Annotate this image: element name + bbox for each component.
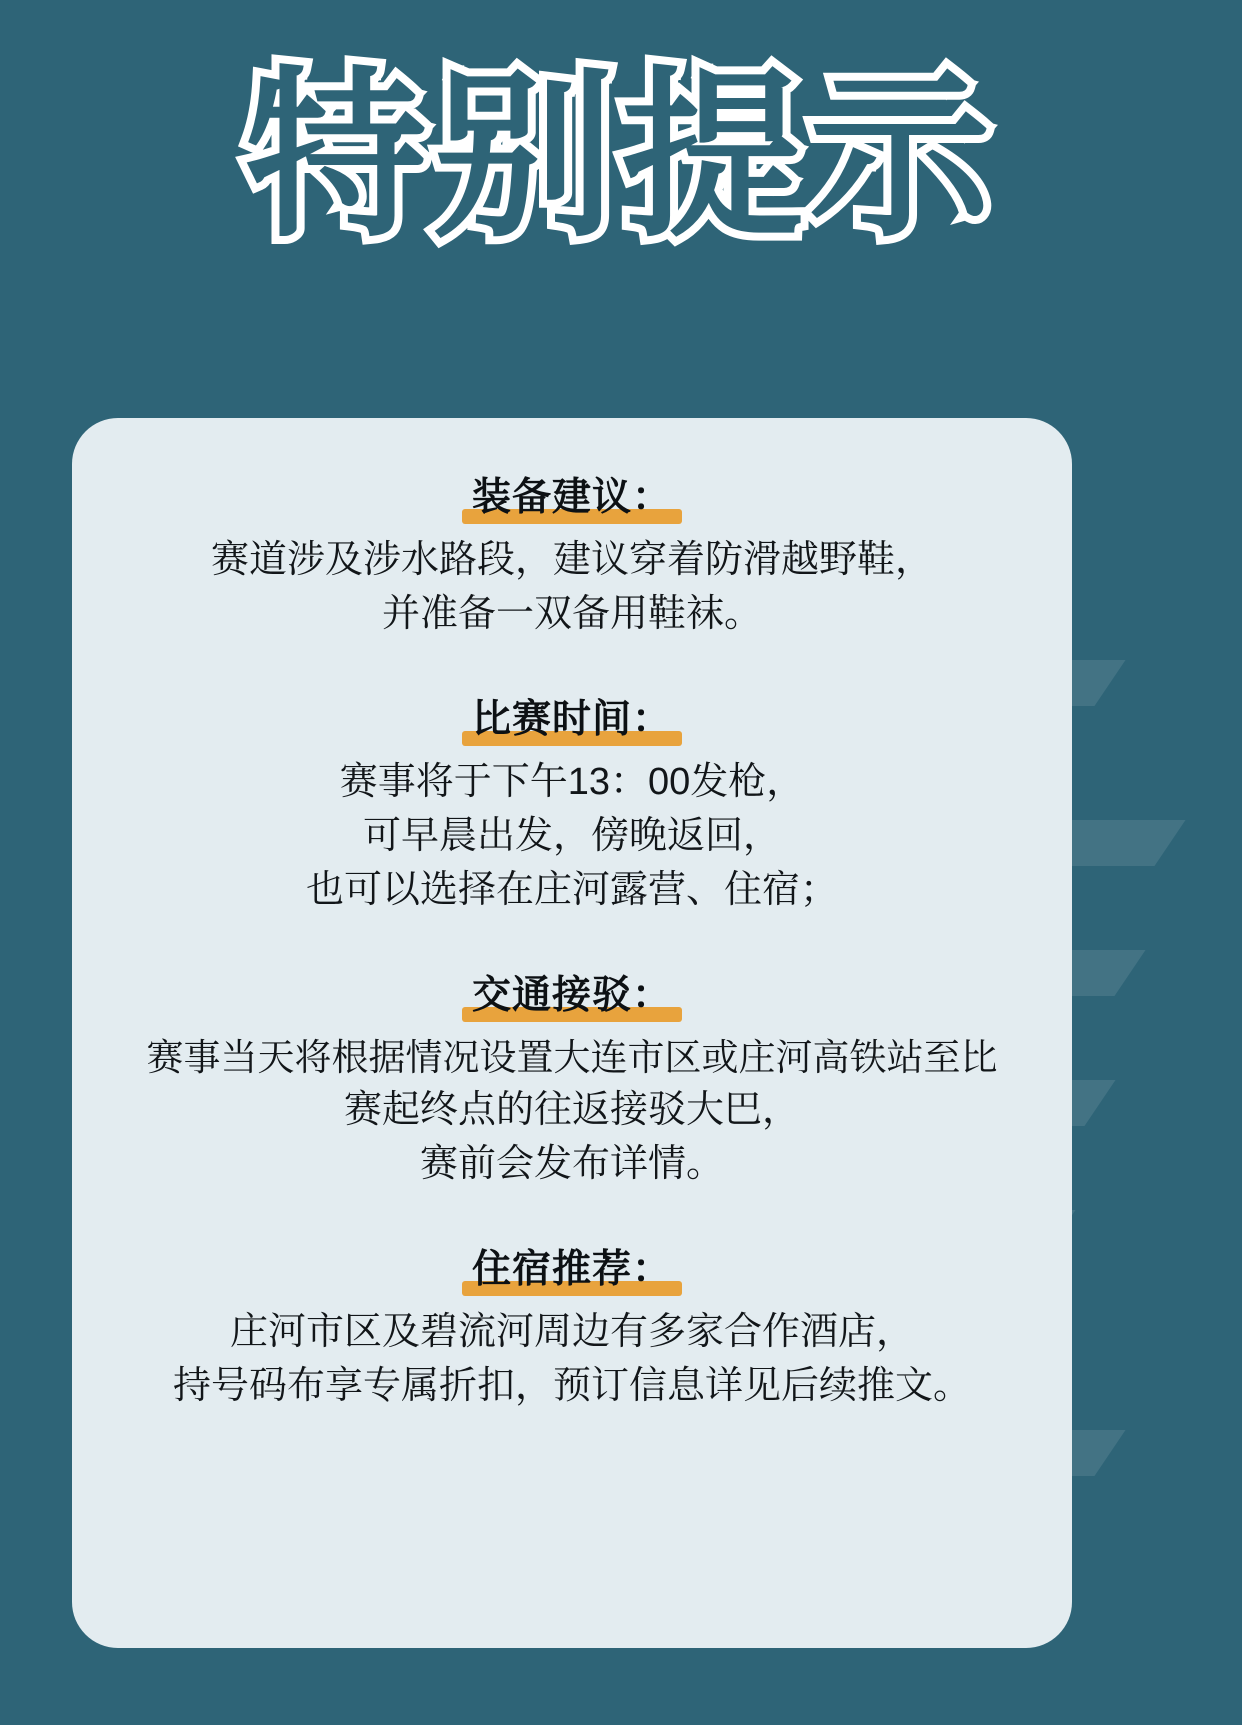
notice-card [72,418,1072,1648]
section-heading: 住宿推荐： [468,1238,676,1296]
section-heading: 比赛时间： [468,688,676,746]
section-body-line: 赛道涉及涉水路段，建议穿着防滑越野鞋， [210,539,933,581]
section-body-line: 赛前会发布详情。 [419,1143,724,1186]
section-body [106,756,1038,918]
section-body-line: 持号码布享专属折扣，预订信息详见后续推文。 [172,1365,971,1408]
section-heading-row [106,466,1038,524]
section-body-line: 庄河市区及碧流河周边有多家合作酒店， [229,1311,914,1354]
notice-section-race-time [106,688,1038,918]
section-body [106,534,1038,642]
page-title [0,50,1242,262]
section-heading-row [106,964,1038,1022]
notice-section-transport [106,964,1038,1192]
section-heading: 装备建议： [468,466,676,524]
section-body-line: 可早晨出发，傍晚返回， [362,814,781,857]
section-body-line: 也可以选择在庄河露营、住宿； [305,868,838,911]
section-body-line: 赛起终点的往返接驳大巴， [343,1089,800,1132]
section-body-line: 赛事将于下午13：00发枪， [339,760,805,803]
section-body-line: 赛事当天将根据情况设置大连市区或庄河高铁站至比 [146,1036,998,1078]
notice-section-equipment [106,466,1038,642]
section-heading-row [106,1238,1038,1296]
notice-section-accommodation [106,1238,1038,1414]
section-body [106,1032,1038,1192]
section-heading-row [106,688,1038,746]
page-title-text: 特别提示 [245,50,997,262]
section-body [106,1306,1038,1414]
section-heading: 交通接驳： [468,964,676,1022]
section-body-line: 并准备一双备用鞋袜。 [381,592,762,635]
